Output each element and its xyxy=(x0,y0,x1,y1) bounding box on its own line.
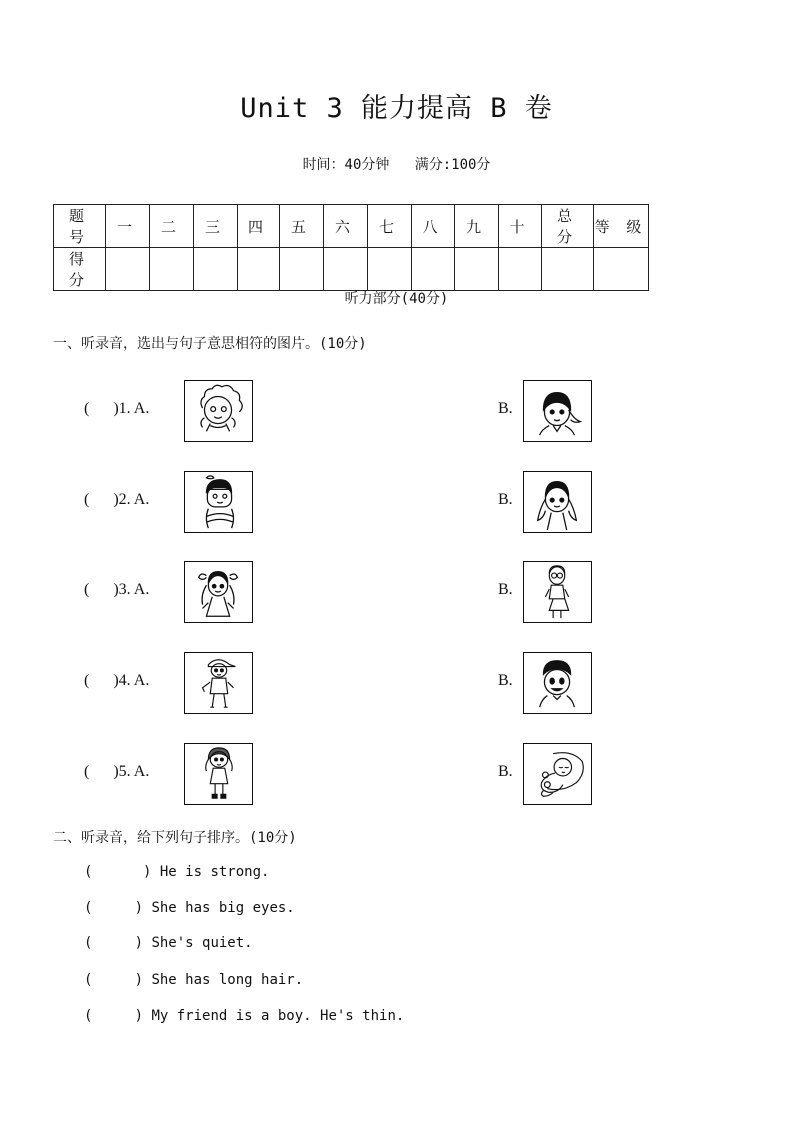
pigtail-girl-face-icon xyxy=(523,471,592,533)
score-cell xyxy=(106,248,150,291)
score-cell xyxy=(194,248,238,291)
question-row-5 xyxy=(0,743,793,807)
curly-hair-girl-face-icon xyxy=(184,380,253,442)
question-number: ( )4. A. xyxy=(84,672,150,689)
question-row-3 xyxy=(0,561,793,625)
sentence-text: She's quiet. xyxy=(143,935,253,951)
score-cell xyxy=(455,248,499,291)
girl-with-bows-icon xyxy=(184,561,253,623)
score-table xyxy=(53,204,649,291)
ordering-sentence xyxy=(84,935,253,951)
score-table-header-cell: 三 xyxy=(194,205,238,248)
part2-title: 二、听录音，给下列句子排序。(10分) xyxy=(53,830,297,846)
sentence-text: My friend is a boy. He's thin. xyxy=(143,1008,405,1024)
question-number: ( )2. A. xyxy=(84,491,150,508)
part1-title: 一、听录音，选出与句子意思相符的图片。(10分) xyxy=(53,336,367,352)
ordering-sentence xyxy=(84,900,295,916)
score-table-header-cell: 十 xyxy=(499,205,542,248)
option-b-label: B. xyxy=(498,491,513,508)
score-cell xyxy=(412,248,455,291)
answer-blank[interactable]: ( ) xyxy=(84,900,144,916)
score-table-header-cell: 题 号 xyxy=(54,205,106,248)
question-row-1 xyxy=(0,380,793,444)
option-b-label: B. xyxy=(498,763,513,780)
score-table-header-cell: 总 分 xyxy=(542,205,594,248)
boy-with-cap-icon xyxy=(184,652,253,714)
ordering-sentence xyxy=(84,972,303,988)
girl-with-glasses-icon xyxy=(523,561,592,623)
question-number: ( )5. A. xyxy=(84,763,150,780)
question-row-2 xyxy=(0,471,793,535)
score-table-header-cell: 七 xyxy=(368,205,412,248)
boy-arms-crossed-icon xyxy=(184,471,253,533)
option-b-label: B. xyxy=(498,400,513,417)
score-cell xyxy=(238,248,280,291)
sentence-text: He is strong. xyxy=(151,864,270,880)
option-b-label: B. xyxy=(498,581,513,598)
exam-time-and-score: 时间：40分钟 满分:100分 xyxy=(302,157,491,173)
score-row-label: 得 分 xyxy=(54,248,106,291)
short-hair-girl-face-icon xyxy=(523,380,592,442)
score-table-header-cell: 四 xyxy=(238,205,280,248)
score-cell xyxy=(150,248,194,291)
score-table-header-cell: 九 xyxy=(455,205,499,248)
question-row-4 xyxy=(0,652,793,716)
sentence-text: She has big eyes. xyxy=(143,900,295,916)
listening-section-heading: 听力部分(40分) xyxy=(344,291,449,307)
ordering-sentence xyxy=(84,1008,404,1024)
score-cell xyxy=(594,248,649,291)
page-title: Unit 3 能力提高 B 卷 xyxy=(240,93,553,124)
score-table-header-row xyxy=(54,205,649,248)
answer-blank[interactable]: ( ) xyxy=(84,864,152,880)
baby-sleeping-icon xyxy=(523,743,592,805)
score-table-header-cell: 八 xyxy=(412,205,455,248)
score-cell xyxy=(280,248,324,291)
question-number: ( )1. A. xyxy=(84,400,150,417)
ordering-sentence xyxy=(84,864,269,880)
score-table-header-cell: 五 xyxy=(280,205,324,248)
score-cell xyxy=(368,248,412,291)
score-cell xyxy=(324,248,368,291)
sentence-text: She has long hair. xyxy=(143,972,304,988)
score-table-header-cell: 六 xyxy=(324,205,368,248)
answer-blank[interactable]: ( ) xyxy=(84,935,144,951)
score-table-header-cell: 一 xyxy=(106,205,150,248)
boy-face-icon xyxy=(523,652,592,714)
answer-blank[interactable]: ( ) xyxy=(84,972,144,988)
option-b-label: B. xyxy=(498,672,513,689)
score-cell xyxy=(542,248,594,291)
girl-standing-icon xyxy=(184,743,253,805)
question-number: ( )3. A. xyxy=(84,581,150,598)
score-cell xyxy=(499,248,542,291)
score-table-score-row xyxy=(54,248,649,291)
score-table-header-cell: 等 级 xyxy=(594,205,649,248)
score-table-header-cell: 二 xyxy=(150,205,194,248)
answer-blank[interactable]: ( ) xyxy=(84,1008,144,1024)
